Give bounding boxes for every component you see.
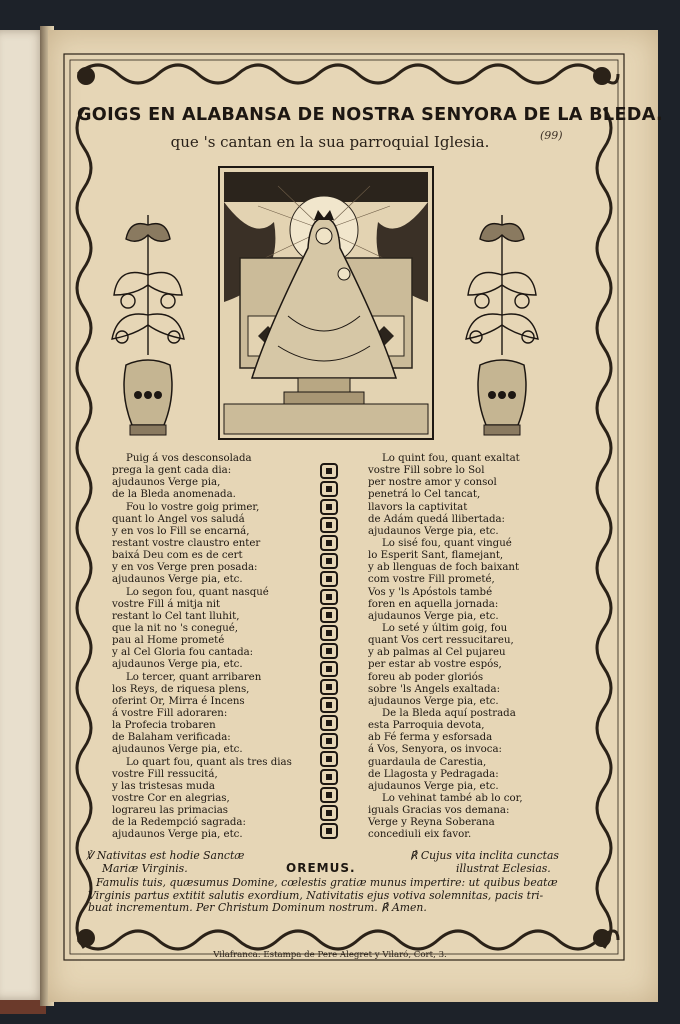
verse-line: iguals Gracias vos demana: xyxy=(368,805,510,817)
verse-line: quant Vos cert ressucitareu, xyxy=(368,635,514,647)
verse-line: prega la gent cada dia: xyxy=(112,465,232,477)
verse-line: ajudaunos Verge pia, etc. xyxy=(368,610,499,622)
prayer-line: Famulis tuis, quæsumus Domine, cœlestis gratiæ munus impertire: ut quibus beatæ xyxy=(96,876,558,889)
verse-line: lo Esperit Sant, flamejant, xyxy=(368,550,504,562)
oremus-heading: OREMUS. xyxy=(286,861,356,875)
verse-line: y al Cel Gloria fou cantada: xyxy=(112,647,254,659)
verse-line: á Vos, Senyora, os invoca: xyxy=(368,744,502,756)
verses-left-column xyxy=(112,453,307,842)
verse-line: ab Fé ferma y esforsada xyxy=(368,732,493,744)
verse-line: y las tristesas muda xyxy=(112,780,215,792)
document-subtitle: que 's cantan en la sua parroquial Iglesia. xyxy=(170,133,490,151)
verse-line: Lo segon fou, quant nasqué xyxy=(126,586,269,598)
versicle xyxy=(86,850,244,875)
virgin-engraving-image xyxy=(218,166,434,440)
verse-line: per nostre amor y consol xyxy=(368,477,497,489)
verse-line: pau al Home prometé xyxy=(112,635,225,647)
verse-line: de la Bleda anomenada. xyxy=(112,489,236,501)
handwritten-shelfmark: (99) xyxy=(540,129,563,142)
verse-line: ajudaunos Verge pia, etc. xyxy=(368,780,499,792)
verse-line: ajudaunos Verge pia, xyxy=(112,477,221,489)
verse-line: Vos y 'ls Apóstols també xyxy=(368,586,493,598)
verse-line: lograreu las primacias xyxy=(112,805,229,817)
chain-divider-ornament xyxy=(315,460,343,840)
verse-line: vostre Cor en alegrias, xyxy=(112,792,230,804)
prayer-text xyxy=(88,877,558,915)
verse-line: baixá Deu com es de cert xyxy=(112,550,243,562)
verse-line: per estar ab vostre espós, xyxy=(368,659,502,671)
verse-line: penetrá lo Cel tancat, xyxy=(368,489,481,501)
versicle-line: ℣ Nativitas est hodie Sanctæ xyxy=(86,849,245,862)
response xyxy=(410,850,559,875)
verse-line: De la Bleda aquí postrada xyxy=(382,707,516,719)
verse-line: Lo tercer, quant arribaren xyxy=(126,671,262,683)
verses-right-column xyxy=(368,453,568,842)
printer-imprint: Vilafranca: Estampa de Pere Alegret y Vilaró, Cort, 3. xyxy=(213,950,447,960)
verse-line: foren en aquella jornada: xyxy=(368,598,499,610)
verse-line: de Balaham verificada: xyxy=(112,732,231,744)
document-title: GOIGS EN ALABANSA DE NOSTRA SENYORA DE LA BLEDA. xyxy=(77,104,664,125)
verse-line: la Profecia trobaren xyxy=(112,720,216,732)
verse-line: concediuli eix favor. xyxy=(368,829,472,841)
verse-line: sobre 'ls Angels exaltada: xyxy=(368,683,501,695)
verse-line: vostre Fill á mitja nit xyxy=(112,598,221,610)
verse-line: ajudaunos Verge pia, etc. xyxy=(368,525,499,537)
verse-line: ajudaunos Verge pia, etc. xyxy=(112,574,243,586)
versicle-line: Mariæ Virginis. xyxy=(102,861,188,875)
verse-line: de Adám quedá llibertada: xyxy=(368,513,505,525)
verse-line: Lo quart fou, quant als tres dias xyxy=(126,756,292,768)
verse-line: guardaula de Carestia, xyxy=(368,756,487,768)
verse-line: oferint Or, Mirra é Incens xyxy=(112,695,245,707)
verse-line: que la nit no 's conegué, xyxy=(112,622,239,634)
verse-line: Fou lo vostre goig primer, xyxy=(126,501,260,513)
prayer-line: buat incrementum. Per Christum Dominum nostrum. ℟ Amen. xyxy=(88,901,427,915)
verse-line: á vostre Fill adoraren: xyxy=(112,707,228,719)
verse-line: com vostre Fill prometé, xyxy=(368,574,495,586)
verse-line: y ab palmas al Cel pujareu xyxy=(368,647,506,659)
verse-line: Lo sisé fou, quant vingué xyxy=(382,537,512,549)
flower-vase-right-image xyxy=(462,205,542,441)
verse-line: y en vos Verge pren posada: xyxy=(112,562,258,574)
verse-line: los Reys, de riquesa plens, xyxy=(112,683,250,695)
verse-line: ajudaunos Verge pia, etc. xyxy=(112,744,243,756)
verse-line: foreu ab poder gloriós xyxy=(368,671,484,683)
verse-line: ajudaunos Verge pia, etc. xyxy=(368,695,499,707)
prayer-line: Virginis partus extitit salutis exordium, Nativitatis ejus votiva solemnitas, pacis tri- xyxy=(88,888,544,902)
verse-line: de la Redempció sagrada: xyxy=(112,817,246,829)
verse-line: ajudaunos Verge pia, etc. xyxy=(112,659,243,671)
verse-line: vostre Fill ressucitá, xyxy=(112,768,218,780)
verse-line: Lo quint fou, quant exaltat xyxy=(382,453,520,464)
verse-line: Puig á vos desconsolada xyxy=(126,453,252,464)
verse-line: y en vos lo Fill se encarná, xyxy=(112,525,250,537)
verse-line: llavors la captivitat xyxy=(368,501,468,513)
verse-line: y ab llenguas de foch baixant xyxy=(368,562,520,574)
flower-vase-left-image xyxy=(108,205,188,441)
verse-line: restant lo Cel tant lluhit, xyxy=(112,610,240,622)
verse-line: de Llagosta y Pedragada: xyxy=(368,768,499,780)
verse-line: vostre Fill sobre lo Sol xyxy=(368,465,485,477)
verse-line: ajudaunos Verge pia, etc. xyxy=(112,829,243,841)
verse-line: Lo seté y últim goig, fou xyxy=(382,622,508,634)
response-line: illustrat Eclesias. xyxy=(456,861,551,875)
verse-line: esta Parroquia devota, xyxy=(368,720,485,732)
verse-line: Verge y Reyna Soberana xyxy=(368,817,495,829)
response-line: ℟ Cujus vita inclita cunctas xyxy=(410,849,559,862)
verse-line: quant lo Angel vos saludá xyxy=(112,513,245,525)
verse-line: Lo vehinat també ab lo cor, xyxy=(382,792,523,804)
verse-line: restant vostre claustro enter xyxy=(112,537,261,549)
